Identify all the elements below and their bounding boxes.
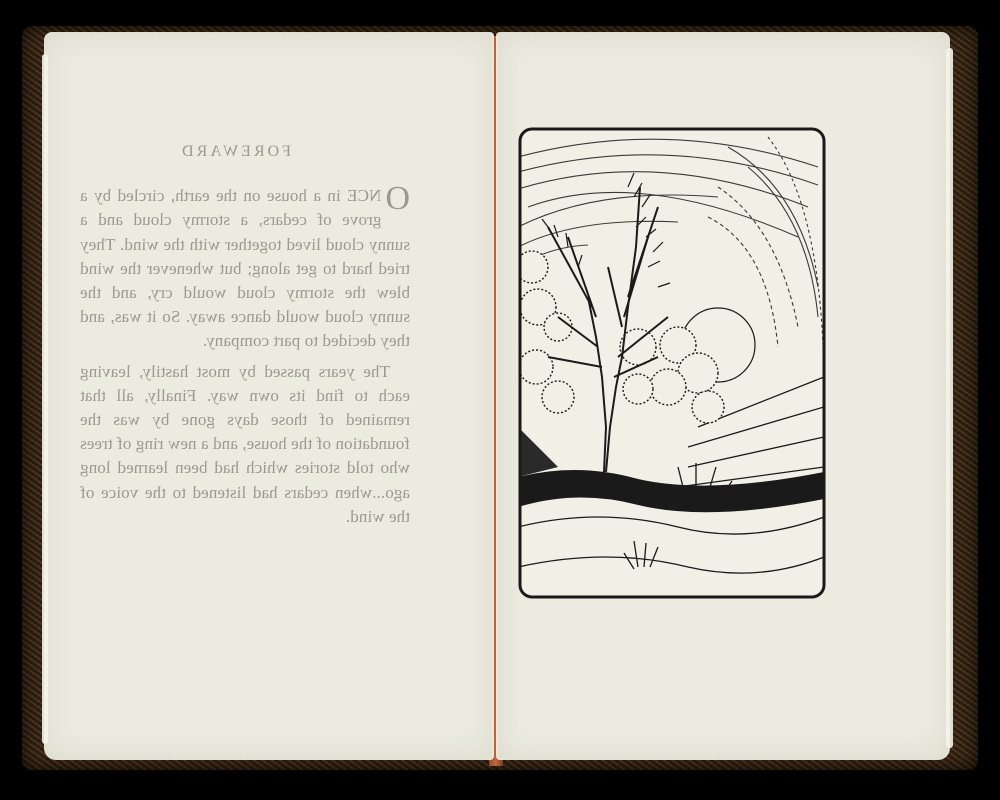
paragraph-text: NCE in a house on the earth, circled by a grove of cedars, a stormy cloud and a sunny cloud lived together with the wind. They tried hard to get along; but whenever the wind blew the stormy cloud would cry, and the sunny cloud would dance away. So it was, and they decided to part company. xyxy=(80,186,410,351)
paragraph-text: The years passed by most hastily, leaving each to find its own way. Finally, all that remained of those days gone by was the foundation of the house, and a new ring of trees who told stories which had been learned long ago...when cedars had listened to the voice of the wind. xyxy=(80,361,410,526)
deckle-edge xyxy=(946,48,953,748)
etching-illustration xyxy=(518,127,826,599)
etching-tree-moon-icon xyxy=(518,127,826,599)
paragraph xyxy=(80,180,410,353)
deckle-edge xyxy=(42,54,48,744)
bleed-through-text xyxy=(80,140,410,535)
drop-cap: O xyxy=(385,180,410,218)
foreword-heading: FOREWARD xyxy=(179,143,292,160)
